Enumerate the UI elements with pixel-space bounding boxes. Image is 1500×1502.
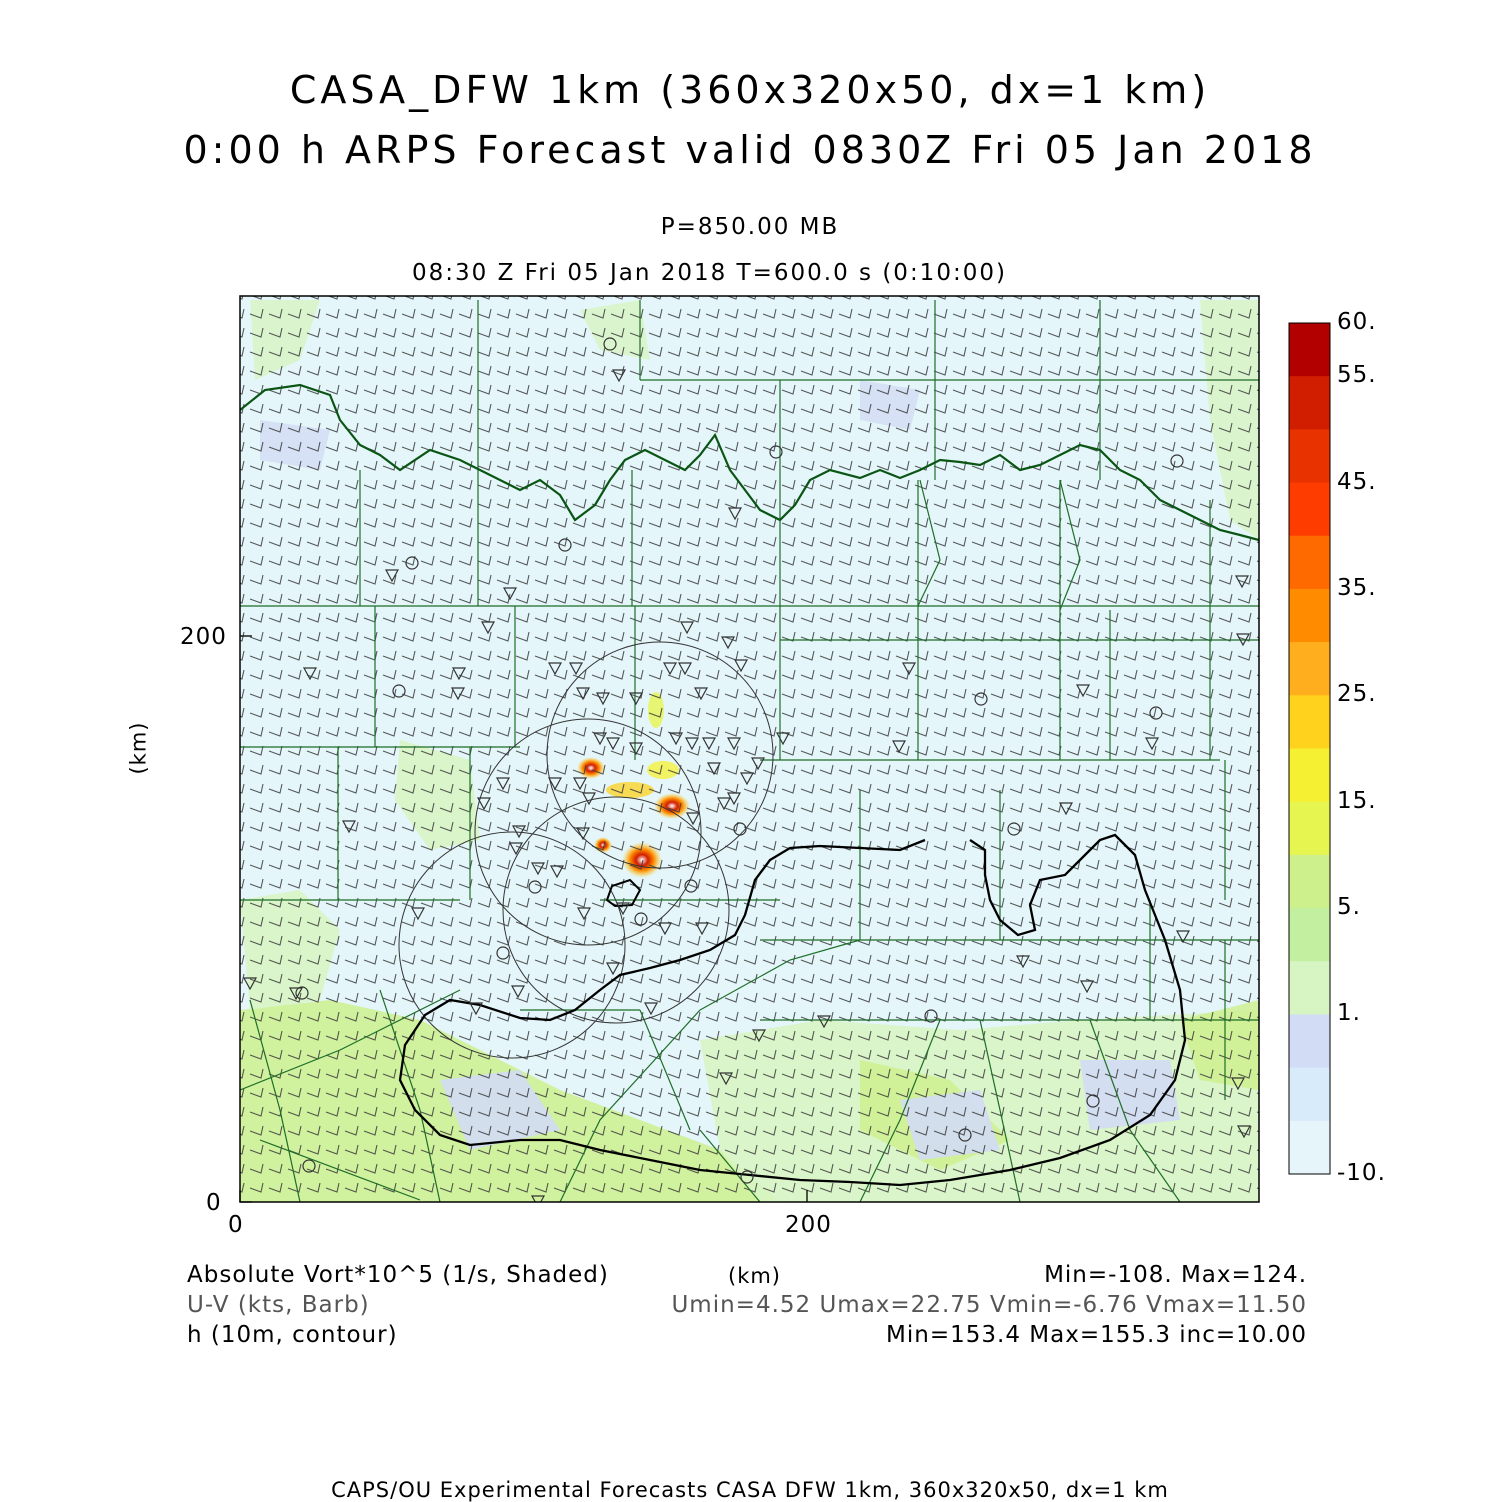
colorbar-swatch xyxy=(1289,483,1330,537)
colorbar-label: 35. xyxy=(1337,574,1377,601)
colorbar xyxy=(1289,323,1330,1175)
legend-barb: U-V (kts, Barb) xyxy=(187,1292,370,1318)
legend-shaded: Absolute Vort*10^5 (1/s, Shaded) xyxy=(187,1262,609,1288)
forecast-valid-title: 0:00 h ARPS Forecast valid 0830Z Fri 05 Jan 2018 xyxy=(183,128,1317,172)
colorbar-label: 60. xyxy=(1337,309,1377,335)
x-tick-0: 0 xyxy=(228,1212,244,1238)
colorbar-swatch xyxy=(1289,642,1330,696)
colorbar-swatch xyxy=(1289,1121,1330,1175)
stats-contour: Min=153.4 Max=155.3 inc=10.00 xyxy=(886,1322,1307,1348)
colorbar-swatch xyxy=(1289,536,1330,590)
colorbar-swatch xyxy=(1289,1068,1330,1122)
footer-credit: CAPS/OU Experimental Forecasts CASA DFW 1km, 360x320x50, dx=1 km xyxy=(331,1478,1169,1502)
colorbar-label: 15. xyxy=(1337,787,1377,814)
chart-title: CASA_DFW 1km (360x320x50, dx=1 km) xyxy=(289,68,1211,112)
colorbar-swatch xyxy=(1289,802,1330,856)
colorbar-swatch xyxy=(1289,749,1330,803)
stats-shaded: Min=-108. Max=124. xyxy=(1044,1262,1307,1288)
colorbar-swatch xyxy=(1289,908,1330,962)
colorbar-label: -10. xyxy=(1337,1160,1386,1186)
x-tick-200: 200 xyxy=(785,1212,832,1238)
x-axis-label: (km) xyxy=(728,1264,782,1288)
legend-contour: h (10m, contour) xyxy=(187,1322,398,1348)
colorbar-swatch xyxy=(1289,589,1330,643)
colorbar-label: 5. xyxy=(1337,894,1361,921)
y-tick-0: 0 xyxy=(206,1190,222,1216)
colorbar-swatch xyxy=(1289,429,1330,483)
y-axis-label: (km) xyxy=(126,721,151,775)
y-tick-200: 200 xyxy=(180,624,227,650)
pressure-level-label: P=850.00 MB xyxy=(660,214,840,240)
stats-barb: Umin=4.52 Umax=22.75 Vmin=-6.76 Vmax=11.50 xyxy=(671,1292,1307,1318)
colorbar-swatch xyxy=(1289,695,1330,749)
colorbar-swatch xyxy=(1289,961,1330,1015)
colorbar-swatch xyxy=(1289,323,1330,377)
shaded-field xyxy=(240,296,1259,1207)
colorbar-label: 45. xyxy=(1337,468,1377,495)
colorbar-label: 25. xyxy=(1337,681,1377,708)
colorbar-label: 55. xyxy=(1337,362,1377,389)
time-label: 08:30 Z Fri 05 Jan 2018 T=600.0 s (0:10:00) xyxy=(412,260,1007,286)
colorbar-swatch xyxy=(1289,376,1330,430)
colorbar-swatch xyxy=(1289,1014,1330,1068)
colorbar-swatch xyxy=(1289,855,1330,909)
colorbar-label: 1. xyxy=(1337,1000,1361,1027)
